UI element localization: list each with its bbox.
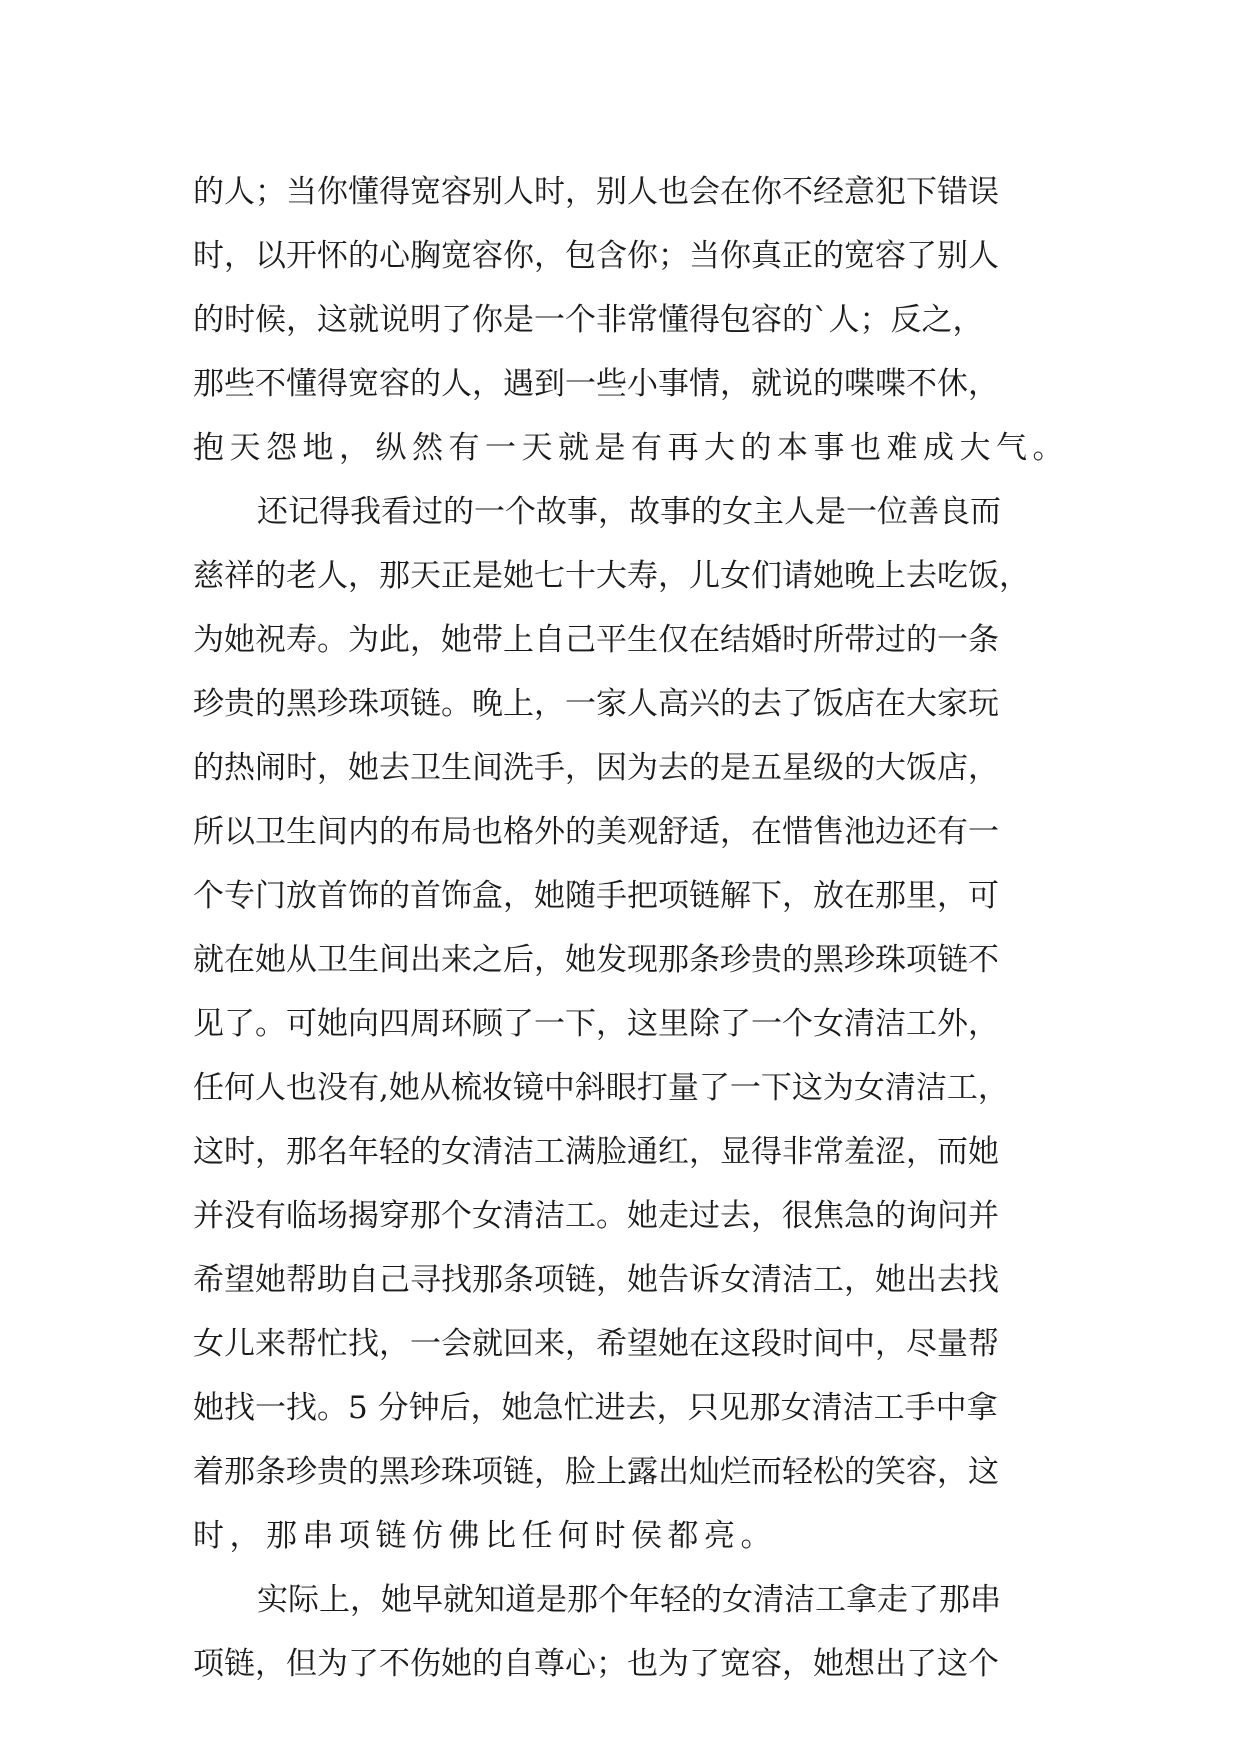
text-line: 的时候，这就说明了你是一个非常懂得包容的`人；反之， bbox=[193, 302, 984, 338]
text-line: 慈祥的老人，那天正是她七十大寿，儿女们请她晚上去吃饭， bbox=[193, 558, 1030, 594]
text-line: 并没有临场揭穿那个女清洁工。她走过去，很焦急的询问并 bbox=[193, 1198, 999, 1234]
text-line: 时，那串项链仿佛比任何时侯都亮。 bbox=[193, 1518, 777, 1554]
text-line: 时，以开怀的心胸宽容你，包含你；当你真正的宽容了别人 bbox=[193, 238, 999, 274]
text-line: 的热闹时，她去卫生间洗手，因为去的是五星级的大饭店， bbox=[193, 750, 999, 786]
text-line: 所以卫生间内的布局也格外的美观舒适，在惜售池边还有一 bbox=[193, 814, 999, 850]
text-line: 实际上，她早就知道是那个年轻的女清洁工拿走了那串 bbox=[257, 1582, 1001, 1618]
text-line: 希望她帮助自己寻找那条项链，她告诉女清洁工，她出去找 bbox=[193, 1262, 999, 1298]
text-line: 为她祝寿。为此，她带上自己平生仅在结婚时所带过的一条 bbox=[193, 622, 999, 658]
text-line: 任何人也没有,她从梳妆镜中斜眼打量了一下这为女清洁工， bbox=[193, 1070, 1009, 1106]
text-line: 抱天怨地，纵然有一天就是有再大的本事也难成大气。 bbox=[193, 430, 1069, 466]
text-line: 见了。可她向四周环顾了一下，这里除了一个女清洁工外， bbox=[193, 1006, 999, 1042]
text-line: 就在她从卫生间出来之后，她发现那条珍贵的黑珍珠项链不 bbox=[193, 942, 999, 978]
body-text bbox=[193, 160, 1069, 1696]
text-line: 着那条珍贵的黑珍珠项链，脸上露出灿烂而轻松的笑容，这 bbox=[193, 1454, 999, 1490]
text-line: 珍贵的黑珍珠项链。晚上，一家人高兴的去了饭店在大家玩 bbox=[193, 686, 999, 722]
text-line: 那些不懂得宽容的人，遇到一些小事情，就说的喋喋不休， bbox=[193, 366, 999, 402]
text-line: 的人；当你懂得宽容别人时，别人也会在你不经意犯下错误 bbox=[193, 174, 999, 210]
text-line: 还记得我看过的一个故事，故事的女主人是一位善良而 bbox=[257, 494, 1001, 530]
text-line: 这时，那名年轻的女清洁工满脸通红，显得非常羞涩，而她 bbox=[193, 1134, 999, 1170]
text-line: 女儿来帮忙找，一会就回来，希望她在这段时间中，尽量帮 bbox=[193, 1326, 999, 1362]
text-line: 个专门放首饰的首饰盒，她随手把项链解下，放在那里，可 bbox=[193, 878, 999, 914]
text-line: 项链，但为了不伤她的自尊心；也为了宽容，她想出了这个 bbox=[193, 1646, 999, 1682]
text-line: 她找一找。5 分钟后，她急忙进去，只见那女清洁工手中拿 bbox=[193, 1390, 998, 1426]
